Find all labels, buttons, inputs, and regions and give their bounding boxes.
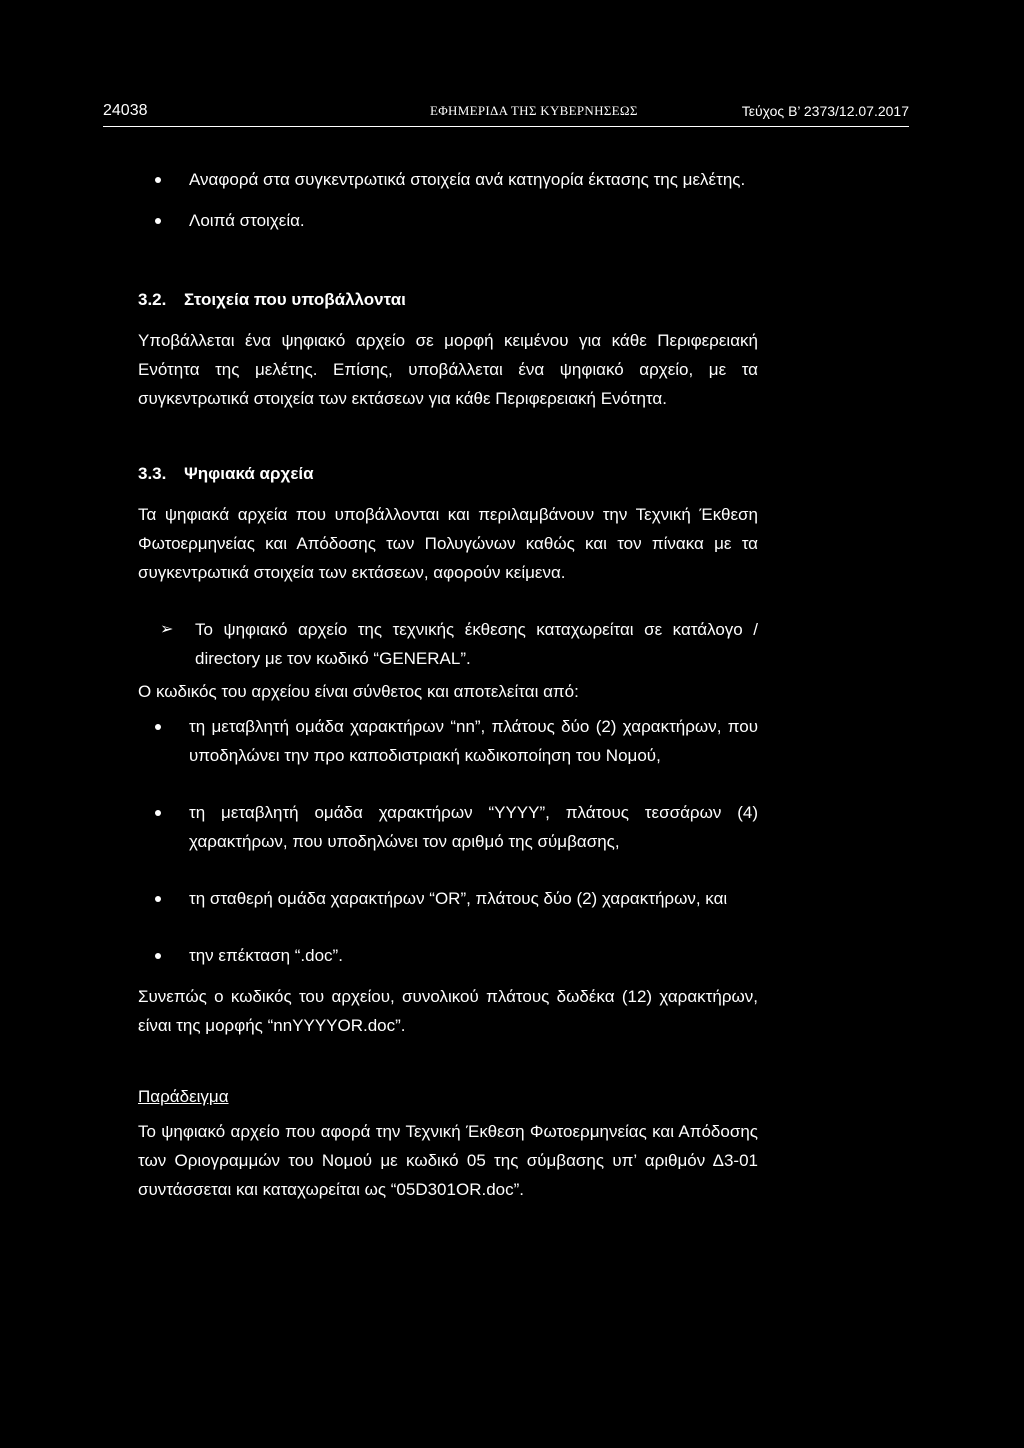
list-item [138, 206, 758, 235]
section-paragraph: Υποβάλλεται ένα ψηφιακό αρχείο σε μορφή κειμένου για κάθε Περιφερειακή Ενότητα της μελέτης. Επίσης, υποβάλλεται ένα ψηφιακό αρχείο, με τα συγκεντρωτικά στοιχεία των εκτάσεων για κάθε Περιφερειακή Ενότητα. [138, 331, 758, 408]
section-heading-3-3 [138, 459, 758, 488]
list-item [138, 165, 758, 194]
arrow-bullet-icon: ➢ [160, 621, 174, 638]
section-title: Στοιχεία που υποβάλλονται [184, 290, 406, 309]
bullet-icon [155, 177, 161, 183]
section-title: Ψηφιακά αρχεία [184, 464, 314, 483]
list-item [138, 941, 758, 970]
list-item [138, 884, 758, 913]
bullet-icon [155, 953, 161, 959]
list-item-text: την επέκταση “.doc”. [189, 946, 343, 965]
example-paragraph: Το ψηφιακό αρχείο που αφορά την Τεχνική Έκθεση Φωτοερμηνείας και Απόδοσης των Οριογραμμών του Νομού με κωδικό 05 της σύμβασης υπ’ αριθμόν Δ3-01 συντάσσεται και καταχωρείται ως “05D301OR.doc”. [138, 1122, 758, 1199]
arrow-list-item [138, 615, 758, 673]
list-item-text: τη μεταβλητή ομάδα χαρακτήρων “nn”, πλάτους δύο (2) χαρακτήρων, που υποδηλώνει την προ καποδιστριακή κωδικοποίηση του Νομού, [189, 717, 758, 765]
section-heading-3-2 [138, 285, 758, 314]
section-number: 3.3. [138, 464, 167, 483]
example-label: Παράδειγμα [138, 1087, 229, 1106]
list-item-text: Το ψηφιακό αρχείο της τεχνικής έκθεσης καταχωρείται σε κατάλογο / directory με τον κωδικό “GENERAL”. [195, 620, 758, 668]
bullet-icon [155, 724, 161, 730]
section-paragraph: Τα ψηφιακά αρχεία που υποβάλλονται και περιλαμβάνουν την Τεχνική Έκθεση Φωτοερμηνείας και Απόδοσης των Πολυγώνων καθώς και τον πίνακα με τα συγκεντρωτικά στοιχεία των εκτάσεων, αφορούν κείμενα. [138, 505, 758, 582]
list-item [138, 712, 758, 770]
gazette-title: ΕΦΗΜΕΡΙΔΑ ΤΗΣ ΚΥΒΕΡΝΗΣΕΩΣ [430, 103, 638, 118]
page-header [103, 100, 909, 127]
section-number: 3.2. [138, 290, 167, 309]
list-item-text: τη σταθερή ομάδα χαρακτήρων “OR”, πλάτους δύο (2) χαρακτήρων, και [189, 889, 728, 908]
issue-reference: Τεύχος Β’ 2373/12.07.2017 [741, 103, 909, 119]
bullet-icon [155, 810, 161, 816]
list-item-text: Λοιπά στοιχεία. [189, 211, 305, 230]
list-item [138, 798, 758, 856]
page-number: 24038 [103, 102, 148, 119]
document-body [138, 165, 758, 1204]
composition-intro: Ο κωδικός του αρχείου είναι σύνθετος και αποτελείται από: [138, 682, 579, 701]
conclusion-paragraph: Συνεπώς ο κωδικός του αρχείου, συνολικού πλάτους δωδέκα (12) χαρακτήρων, είναι της μορφής “nnYYYYOR.doc”. [138, 987, 758, 1035]
bullet-icon [155, 218, 161, 224]
list-item-text: τη μεταβλητή ομάδα χαρακτήρων “YYYY”, πλάτους τεσσάρων (4) χαρακτήρων, που υποδηλώνει τον αριθμό της σύμβασης, [189, 803, 758, 851]
list-item-text: Αναφορά στα συγκεντρωτικά στοιχεία ανά κατηγορία έκτασης της μελέτης. [189, 170, 746, 189]
bullet-icon [155, 896, 161, 902]
